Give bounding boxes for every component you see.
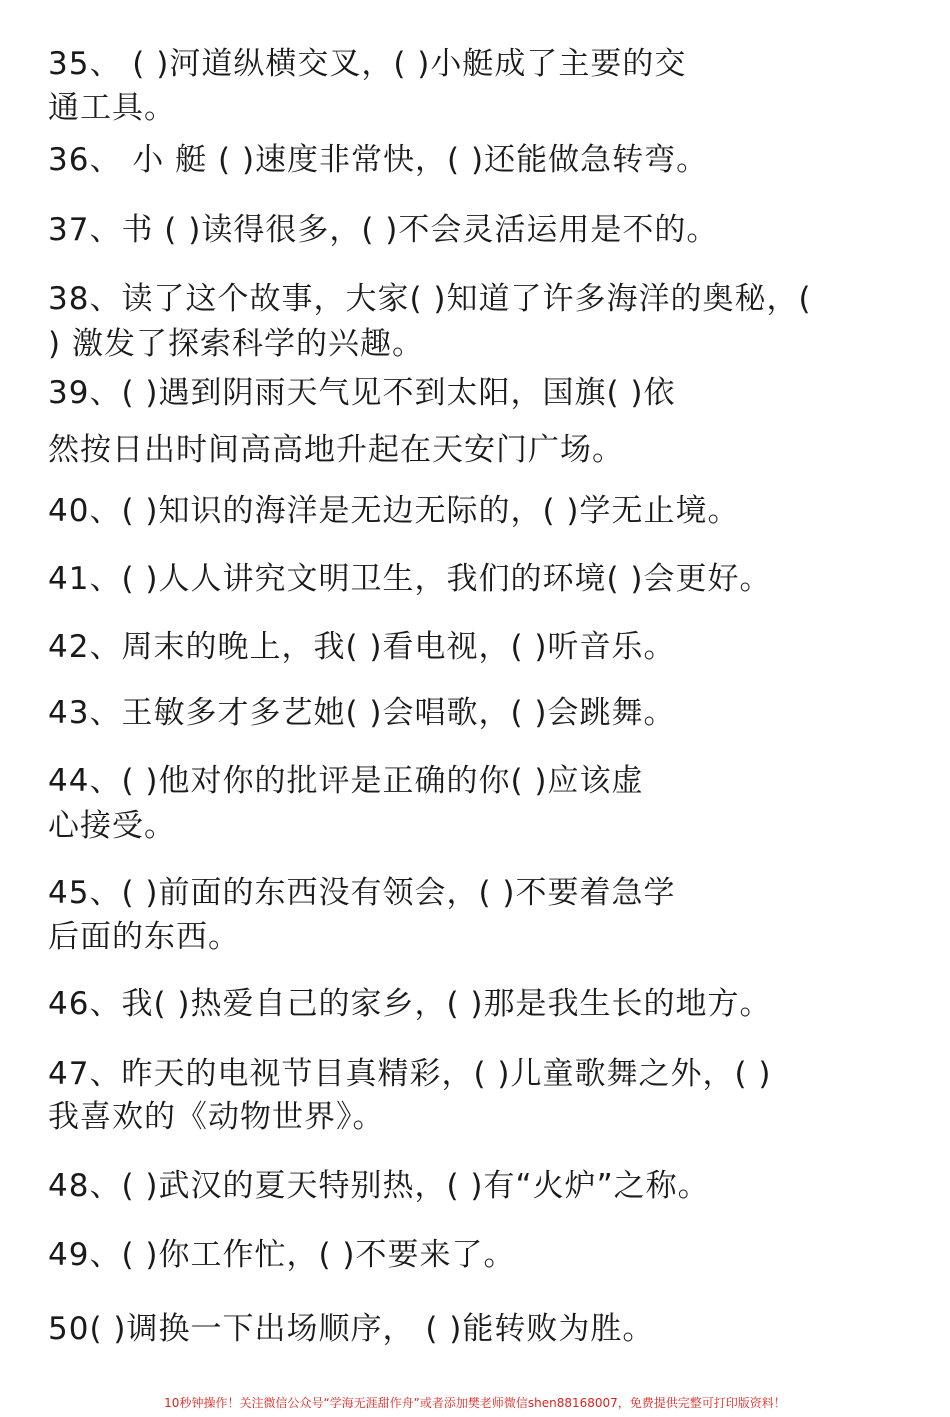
exercise-39-line-2: 然按日出时间高高地升起在天安门广场。 (48, 432, 624, 468)
exercise-45-line-1: 45、( )前面的东西没有领会，( )不要着急学 (48, 875, 676, 911)
exercise-49: 49、( )你工作忙，( )不要来了。 (48, 1237, 516, 1273)
exercise-47-line-2: 我喜欢的《动物世界》。 (48, 1099, 385, 1135)
exercise-40: 40、( )知识的海洋是无边无际的，( )学无止境。 (48, 493, 740, 529)
exercise-48: 48、( )武汉的夏天特别热，( )有“火炉”之称。 (48, 1168, 710, 1204)
exercise-43: 43、王敏多才多艺她( )会唱歌，( )会跳舞。 (48, 695, 676, 731)
exercise-39-line-1: 39、( )遇到阴雨天气见不到太阳，国旗( )依 (48, 375, 676, 411)
exercise-38-line-2: ) 激发了探索科学的兴趣。 (48, 326, 424, 362)
exercise-38-line-1: 38、读了这个故事，大家( )知道了许多海洋的奥秘，( (48, 281, 812, 317)
exercise-36: 36、 小 艇 ( )速度非常快，( )还能做急转弯。 (48, 142, 709, 178)
exercise-46: 46、我( )热爱自己的家乡，( )那是我生长的地方。 (48, 986, 772, 1022)
footer-promo-note: 10秒钟操作！关注微信公众号“学海无涯甜作舟”或者添加樊老师微信shen88168007，免费提供完整可打印版资料！ (164, 1396, 786, 1410)
exercise-35-line-2: 通工具。 (48, 90, 176, 126)
exercise-50: 50( )调换一下出场顺序， ( )能转败为胜。 (48, 1311, 655, 1347)
exercise-35-line-1: 35、 ( )河道纵横交叉，( )小艇成了主要的交 (48, 46, 687, 82)
exercise-45-line-2: 后面的东西。 (48, 919, 240, 955)
exercise-41: 41、( )人人讲究文明卫生，我们的环境( )会更好。 (48, 561, 772, 597)
exercise-37: 37、书 ( )读得很多，( )不会灵活运用是不的。 (48, 212, 719, 248)
exercise-44-line-1: 44、( )他对你的批评是正确的你( )应该虚 (48, 763, 644, 799)
exercise-47-line-1: 47、昨天的电视节目真精彩，( )儿童歌舞之外，( ) (48, 1056, 772, 1092)
exercise-42: 42、周末的晚上，我( )看电视，( )听音乐。 (48, 629, 676, 665)
exercise-44-line-2: 心接受。 (48, 808, 176, 844)
